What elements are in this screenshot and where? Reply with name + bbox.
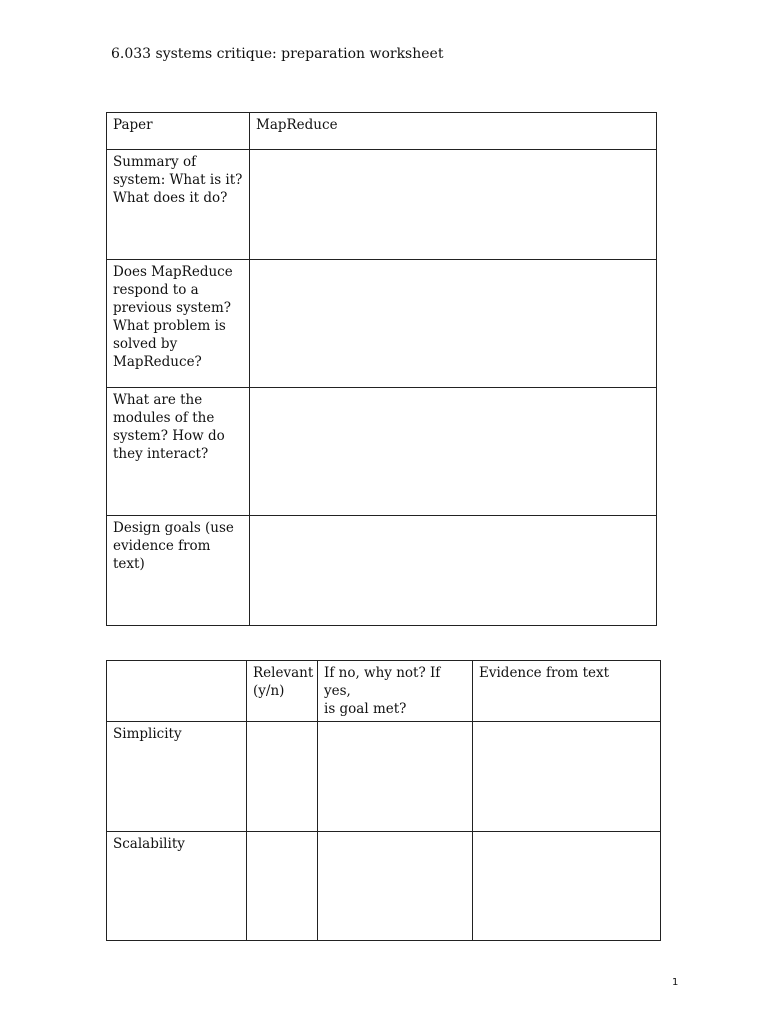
paper-name-cell[interactable]: MapReduce xyxy=(250,113,657,150)
header-relevant: Relevant (y/n) xyxy=(247,661,318,722)
table-row xyxy=(107,832,661,941)
row-label-previous-system: Does MapReduce respond to a previous system? What problem is solved by MapReduce? xyxy=(107,260,250,388)
row-label-modules: What are the modules of the system? How do they interact? xyxy=(107,388,250,516)
table-row xyxy=(107,388,657,516)
scalability-met-cell[interactable] xyxy=(318,832,473,941)
table-header-row xyxy=(107,661,661,722)
simplicity-met-cell[interactable] xyxy=(318,722,473,832)
table-row xyxy=(107,516,657,626)
table-row xyxy=(107,113,657,150)
goal-label-simplicity: Simplicity xyxy=(107,722,247,832)
scalability-relevant-cell[interactable] xyxy=(247,832,318,941)
summary-answer-cell[interactable] xyxy=(250,150,657,260)
table-row xyxy=(107,150,657,260)
modules-answer-cell[interactable] xyxy=(250,388,657,516)
system-summary-table xyxy=(106,112,657,626)
simplicity-evidence-cell[interactable] xyxy=(473,722,661,832)
row-label-paper: Paper xyxy=(107,113,250,150)
row-label-summary: Summary of system: What is it? What does it do? xyxy=(107,150,250,260)
previous-system-answer-cell[interactable] xyxy=(250,260,657,388)
document-title: 6.033 systems critique: preparation worksheet xyxy=(111,46,444,62)
header-evidence: Evidence from text xyxy=(473,661,661,722)
page-number: 1 xyxy=(672,977,679,988)
simplicity-relevant-cell[interactable] xyxy=(247,722,318,832)
table-row xyxy=(107,260,657,388)
scalability-evidence-cell[interactable] xyxy=(473,832,661,941)
header-goal-met: If no, why not? If yes, is goal met? xyxy=(318,661,473,722)
design-goals-table xyxy=(106,660,661,941)
goal-label-scalability: Scalability xyxy=(107,832,247,941)
table-row xyxy=(107,722,661,832)
design-goals-answer-cell[interactable] xyxy=(250,516,657,626)
header-empty-cell xyxy=(107,661,247,722)
row-label-design-goals: Design goals (use evidence from text) xyxy=(107,516,250,626)
